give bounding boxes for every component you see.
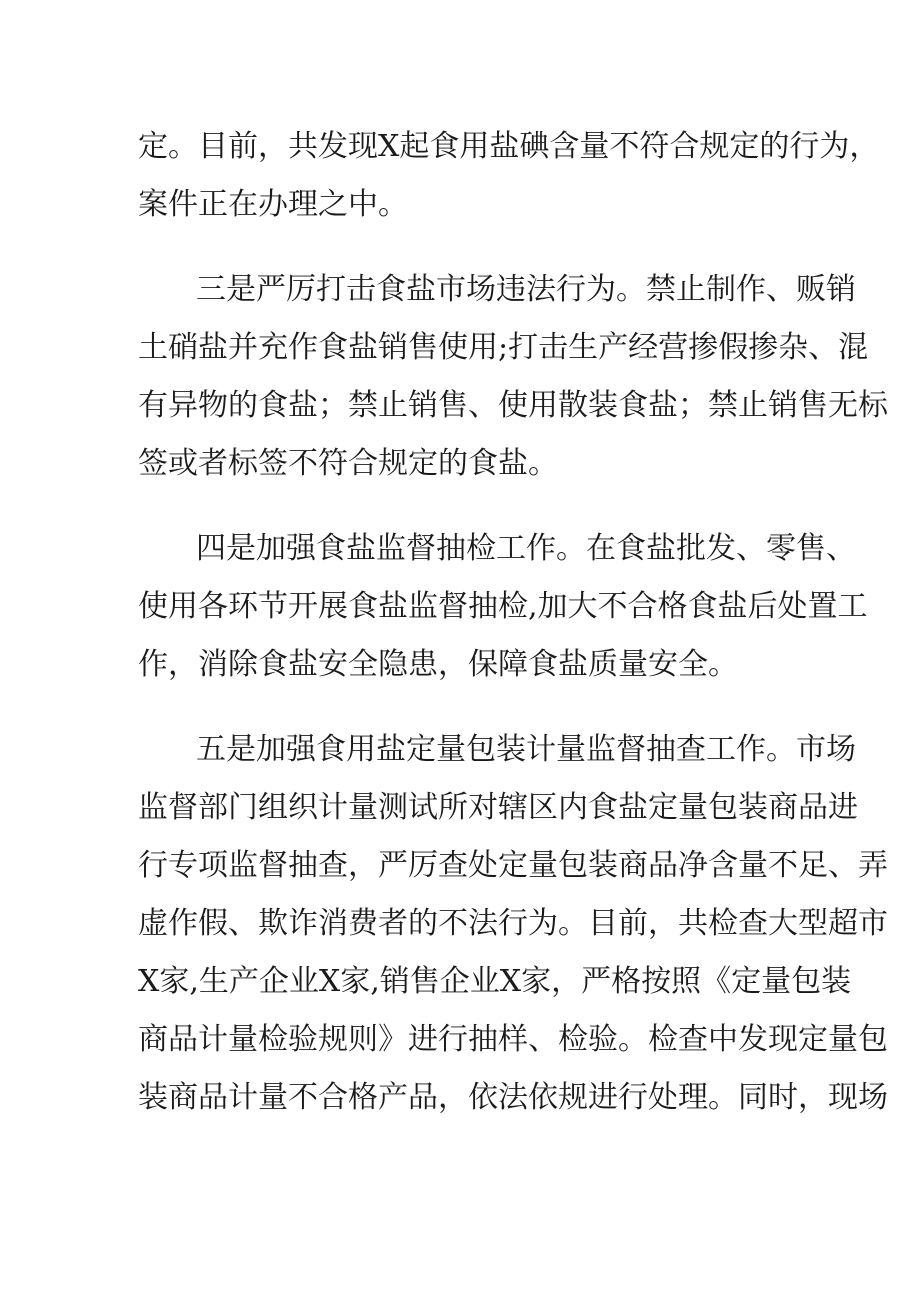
paragraph-5-line-7: 装商品计量不合格产品，依法依规进行处理。同时，现场 [138,1080,888,1115]
paragraph-3-line-2: 土硝盐并充作食盐销售使用;打击生产经营掺假掺杂、混 [138,330,869,365]
paragraph-3-line-1: 三是严厉打击食盐市场违法行为。禁止制作、贩销 [196,272,856,307]
paragraph-2-line-2: 案件正在办理之中。 [138,187,408,222]
paragraph-5-line-3: 行专项监督抽查，严厉查处定量包装商品净含量不足、弄 [138,848,888,883]
paragraph-4-line-3: 作，消除食盐安全隐患，保障食盐质量安全。 [138,647,738,682]
paragraph-4-line-1: 四是加强食盐监督抽检工作。在食盐批发、零售、 [196,531,856,566]
paragraph-5-line-5: X家,生产企业X家,销售企业X家，严格按照《定量包装 [138,964,852,999]
paragraph-3-line-4: 签或者标签不符合规定的食盐。 [138,446,558,481]
paragraph-5-line-4: 虚作假、欺诈消费者的不法行为。目前，共检查大型超市 [138,906,888,941]
paragraph-5-line-2: 监督部门组织计量测试所对辖区内食盐定量包装商品进 [138,790,858,825]
paragraph-3-line-3: 有异物的食盐；禁止销售、使用散装食盐；禁止销售无标 [138,388,888,423]
paragraph-4-line-2: 使用各环节开展食盐监督抽检,加大不合格食盐后处置工 [138,589,868,624]
paragraph-2-line-1: 定。目前，共发现X起食用盐碘含量不符合规定的行为， [138,129,880,164]
paragraph-5-line-1: 五是加强食用盐定量包装计量监督抽查工作。市场 [196,732,856,767]
paragraph-5-line-6: 商品计量检验规则》进行抽样、检验。检查中发现定量包 [138,1022,888,1057]
